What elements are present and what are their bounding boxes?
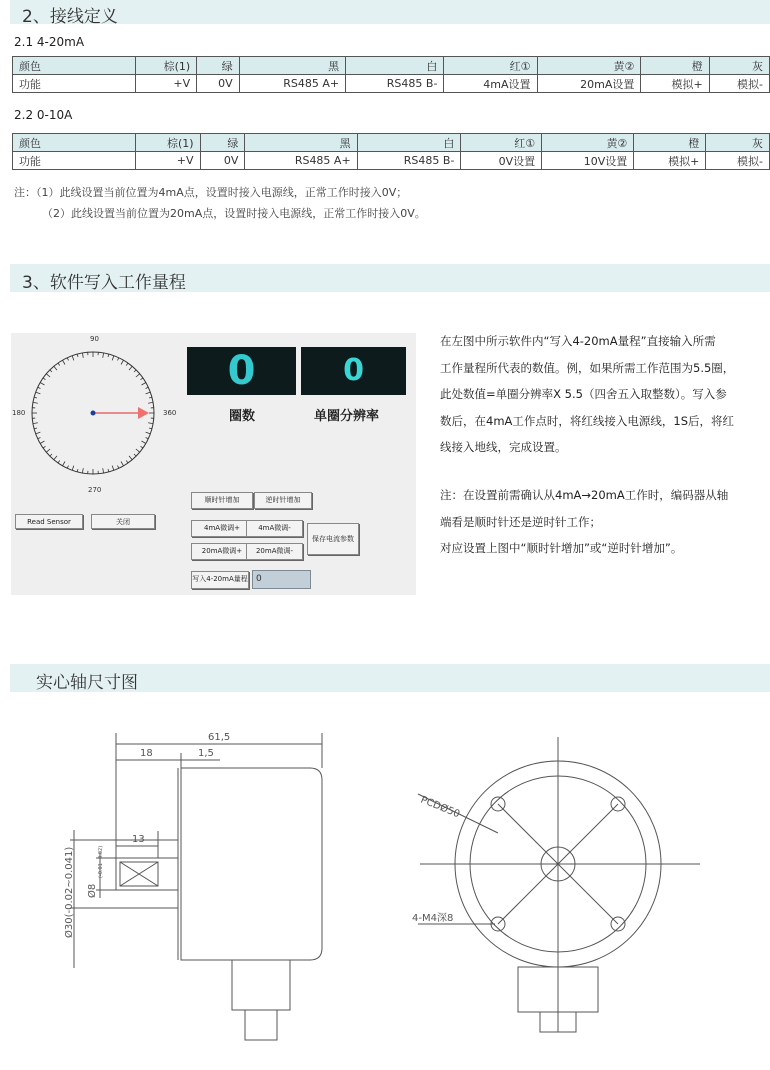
dial-tick xyxy=(118,466,119,469)
cw-increase-button[interactable]: 顺时针增加 xyxy=(191,492,253,509)
4ma-adjust-up-button[interactable]: 4mA微调+ xyxy=(191,520,253,537)
dial-tick xyxy=(72,466,74,471)
table-cell: 白 xyxy=(357,134,461,152)
dial-tick xyxy=(108,469,109,472)
turns-display: 0 xyxy=(187,347,296,395)
table-header-row xyxy=(13,57,770,75)
table-cell: 0V xyxy=(197,75,240,93)
table-cell: 0V设置 xyxy=(461,152,542,170)
dial-tick xyxy=(129,456,132,460)
dial-tick xyxy=(58,363,60,365)
ccw-increase-button[interactable]: 逆时针增加 xyxy=(254,492,312,509)
dial-tick xyxy=(136,374,140,377)
dial-tick xyxy=(146,432,151,434)
section-3-title: 3、软件写入工作量程 xyxy=(22,273,186,293)
table-cell: 功能 xyxy=(13,152,136,170)
dial-tick xyxy=(50,454,52,456)
dial-tick xyxy=(148,402,153,403)
resolution-label: 单圈分辨率 xyxy=(314,409,380,424)
turns-label: 圈数 xyxy=(229,409,256,424)
dial-tick xyxy=(149,397,152,398)
table-cell: RS485 B- xyxy=(357,152,461,170)
table-cell: 黑 xyxy=(239,57,345,75)
dial-tick xyxy=(141,383,145,386)
dial-tick xyxy=(40,383,44,386)
table-cell: 4mA设置 xyxy=(444,75,537,93)
dial-label-left: 180 xyxy=(12,409,26,417)
table-cell: 10V设置 xyxy=(542,152,634,170)
dial-tick xyxy=(134,454,136,456)
dial-label-right: 360 xyxy=(163,409,177,417)
dial-tick xyxy=(63,461,66,465)
dim-shaft-length: 18 xyxy=(140,748,153,759)
20ma-adjust-down-button[interactable]: 20mA微调- xyxy=(246,543,303,560)
table-cell: RS485 B- xyxy=(346,75,444,93)
dim-flange: 1,5 xyxy=(198,748,214,759)
table-cell: 颜色 xyxy=(13,134,136,152)
dial-tick xyxy=(103,468,104,473)
dial-tick xyxy=(121,360,124,364)
dial-tick xyxy=(136,449,140,452)
text-line: 工作量程所代表的数值。例，如果所需工作范围为5.5圈， xyxy=(440,360,735,375)
dial-tick xyxy=(126,363,128,365)
table-cell: RS485 A+ xyxy=(239,75,345,93)
dim-body-diameter: Ø30(-0.02~0.041) xyxy=(64,846,75,938)
close-button[interactable]: 关闭 xyxy=(91,514,155,529)
write-range-button[interactable]: 写入4-20mA量程 xyxy=(191,571,249,589)
dial-tick xyxy=(38,387,41,388)
dial-arrow-head xyxy=(138,407,149,419)
dial-tick xyxy=(38,438,41,439)
dial-tick xyxy=(112,356,114,361)
table-row xyxy=(13,75,770,93)
dial-tick xyxy=(46,374,50,377)
dial-tick xyxy=(63,360,66,364)
table-cell: 20mA设置 xyxy=(537,75,641,93)
dial-tick xyxy=(33,423,38,424)
text-line: 在左图中所示软件内“写入4-20mA量程”直接输入所需 xyxy=(440,334,716,348)
dial-tick xyxy=(103,353,104,358)
table-cell: 棕(1) xyxy=(136,57,197,75)
dial-center-dot xyxy=(91,411,96,416)
dial-tick xyxy=(77,354,78,357)
read-sensor-button[interactable]: Read Sensor xyxy=(15,514,83,529)
dial-tick xyxy=(34,428,37,429)
text-line: 对应设置上图中“顺时针增加”或“逆时针增加”。 xyxy=(440,541,683,555)
dial-tick xyxy=(146,392,151,394)
text-line: 数后，在4mA工作点时，将红线接入电源线，1S后，将红 xyxy=(440,413,734,428)
table-cell: 模拟- xyxy=(706,152,770,170)
dim-pcd: PCDØ50 xyxy=(418,794,462,821)
dial-tick xyxy=(129,366,132,370)
text-line: 注：在设置前需确认从4mA→20mA工作时，编码器从轴 xyxy=(440,488,729,502)
front-view-drawing xyxy=(400,732,700,1052)
dial-tick xyxy=(141,446,143,448)
table-cell: 白 xyxy=(346,57,444,75)
table-cell: 棕(1) xyxy=(136,134,201,152)
table-header-row xyxy=(13,134,770,152)
table-cell: 红① xyxy=(444,57,537,75)
range-value-input[interactable]: 0 xyxy=(252,570,311,589)
dial-tick xyxy=(148,423,153,424)
dial-tick xyxy=(36,432,41,434)
text-line: 线接入地线，完成设置。 xyxy=(440,440,567,454)
subsection-0-10a-title: 2.2 0-10A xyxy=(14,108,73,122)
dial-tick xyxy=(36,392,41,394)
table-cell: 黄② xyxy=(542,134,634,152)
table-cell: 模拟+ xyxy=(634,152,706,170)
dim-total-length: 61,5 xyxy=(208,732,231,743)
table-cell: 橙 xyxy=(641,57,709,75)
table-cell: 绿 xyxy=(197,57,240,75)
table-cell: 灰 xyxy=(709,57,769,75)
dial-tick xyxy=(82,468,83,473)
subsection-4-20ma-title: 2.1 4-20mA xyxy=(14,35,85,49)
dim-shaft-diameter: Ø8 xyxy=(87,883,98,898)
dial-label-bottom: 270 xyxy=(88,486,102,494)
dial-tick xyxy=(34,397,37,398)
section-2-title: 2、接线定义 xyxy=(22,7,118,27)
table-cell: 模拟- xyxy=(709,75,769,93)
dial-tick xyxy=(146,438,149,439)
dial-tick xyxy=(67,466,68,469)
table-cell: 黑 xyxy=(245,134,357,152)
dial-tick xyxy=(112,466,114,471)
dial-tick xyxy=(77,469,78,472)
table-cell: 模拟+ xyxy=(641,75,709,93)
table-cell: +V xyxy=(136,152,201,170)
dial-tick xyxy=(118,358,119,361)
resolution-display: 0 xyxy=(301,347,406,395)
section-4-bar xyxy=(10,664,770,692)
dial-tick xyxy=(108,354,109,357)
dial-tick xyxy=(50,370,52,372)
dial-tick xyxy=(46,449,50,452)
dial-tick xyxy=(40,441,44,444)
section-3-bar xyxy=(10,264,770,292)
wiring-note-1: 注：（1）此线设置当前位置为4mA点，设置时接入电源线，正常工作时接入0V； xyxy=(14,186,408,199)
save-current-params-button[interactable]: 保存电流参数 xyxy=(307,523,359,555)
wiring-note-2: （2）此线设置当前位置为20mA点，设置时接入电源线，正常工作时接入0V。 xyxy=(42,207,426,220)
wiring-table-0-10a xyxy=(12,133,770,170)
20ma-adjust-up-button[interactable]: 20mA微调+ xyxy=(191,543,253,560)
dial-tick xyxy=(141,441,145,444)
dial-tick xyxy=(82,353,83,358)
dial-tick xyxy=(141,378,143,380)
table-cell: 0V xyxy=(200,152,245,170)
dial-tick xyxy=(126,461,128,463)
dial-tick xyxy=(149,428,152,429)
wiring-table-4-20ma xyxy=(12,56,770,93)
dial-tick xyxy=(33,402,38,403)
text-line: 此处数值=单圈分辨率X 5.5（四舍五入取整数）。写入参 xyxy=(440,387,727,401)
dim-flat-length: 13 xyxy=(132,834,145,845)
section-4-title: 实心轴尺寸图 xyxy=(36,673,138,693)
section-2-bar xyxy=(10,0,770,27)
4ma-adjust-down-button[interactable]: 4mA微调- xyxy=(246,520,303,537)
dial-tick xyxy=(58,461,60,463)
text-line: 端看是顺时针还是逆时针工作； xyxy=(440,514,601,529)
table-cell: 灰 xyxy=(706,134,770,152)
side-view-drawing xyxy=(60,728,360,1068)
table-cell: 红① xyxy=(461,134,542,152)
dial-tick xyxy=(121,461,124,465)
table-cell: 颜色 xyxy=(13,57,136,75)
table-cell: 功能 xyxy=(13,75,136,93)
dial-tick xyxy=(43,378,45,380)
table-cell: RS485 A+ xyxy=(245,152,357,170)
dial-tick xyxy=(72,356,74,361)
table-cell: 橙 xyxy=(634,134,706,152)
dial-tick xyxy=(134,370,136,372)
dial-tick xyxy=(54,366,57,370)
table-cell: 黄② xyxy=(537,57,641,75)
table-row xyxy=(13,152,770,170)
dim-holes: 4-M4深8 xyxy=(412,913,454,924)
table-cell: +V xyxy=(136,75,197,93)
software-window xyxy=(11,333,416,595)
dial-label-top: 90 xyxy=(90,335,99,343)
instruction-paragraph-2 xyxy=(440,482,728,562)
dim-shaft-tolerance: (-0.01~0.02) xyxy=(98,845,104,878)
dial-tick xyxy=(146,387,149,388)
dial-tick xyxy=(67,358,68,361)
table-cell: 绿 xyxy=(200,134,245,152)
dial-tick xyxy=(43,446,45,448)
dial-tick xyxy=(54,456,57,460)
instruction-paragraph-1 xyxy=(440,328,734,461)
